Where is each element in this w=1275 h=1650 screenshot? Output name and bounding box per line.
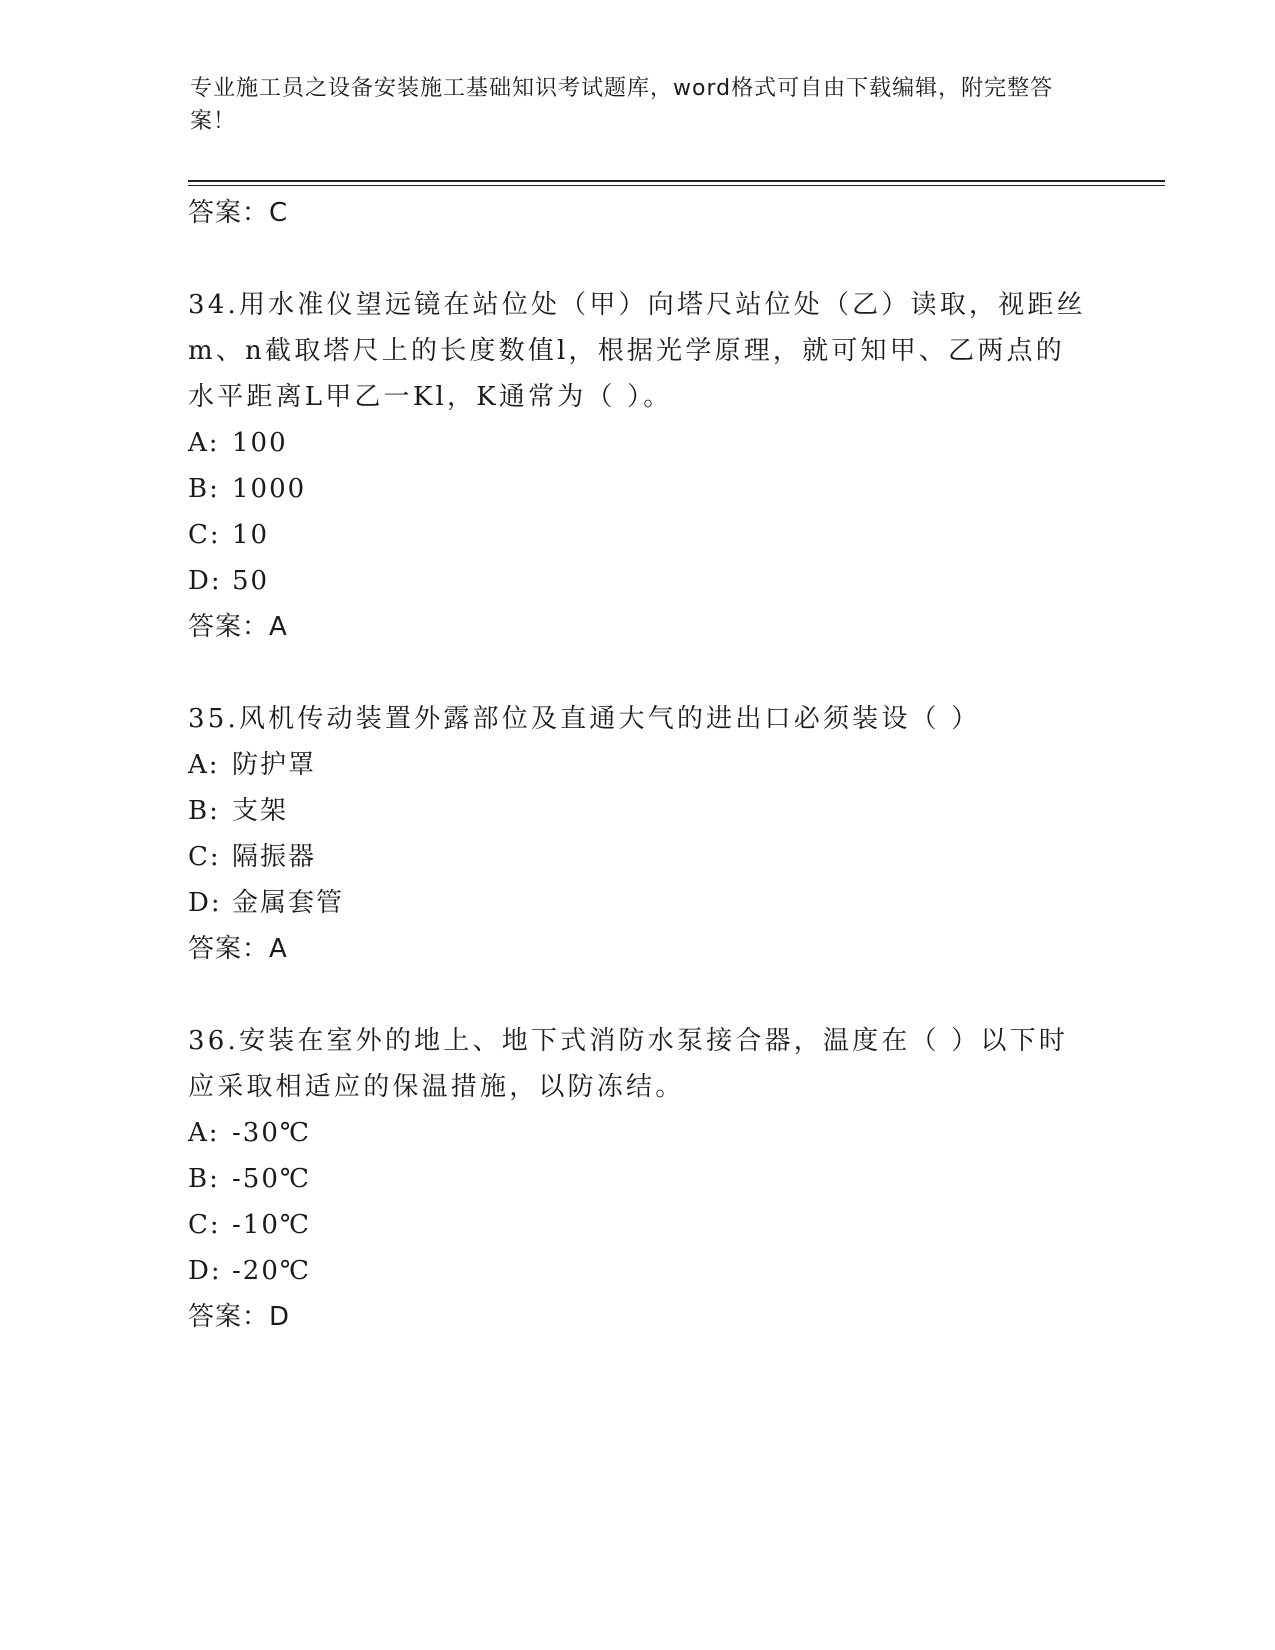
option-b	[188, 788, 1088, 834]
option-text: -30℃	[232, 1118, 311, 1148]
option-c	[188, 1202, 1088, 1248]
option-letter: D:	[188, 566, 222, 596]
option-text: 50	[232, 566, 270, 596]
option-a	[188, 420, 1088, 466]
question-36	[188, 1018, 1088, 1340]
option-d	[188, 558, 1088, 604]
option-c	[188, 834, 1088, 880]
question-stem: 36.安装在室外的地上、地下式消防水泵接合器，温度在（ ）以下时应采取相适应的保温措施，以防冻结。	[188, 1026, 1069, 1102]
option-letter: B:	[188, 796, 220, 826]
header-rule-thick	[188, 180, 1165, 182]
option-text: -20℃	[232, 1256, 311, 1286]
option-text: 防护罩	[232, 750, 317, 780]
option-letter: C:	[188, 1210, 221, 1240]
option-b	[188, 1156, 1088, 1202]
option-a	[188, 1110, 1088, 1156]
question-stem: 34.用水准仪望远镜在站位处（甲）向塔尺站位处（乙）读取，视距丝m、n截取塔尺上的长度数值l，根据光学原理，就可知甲、乙两点的水平距离L甲乙一Kl，K通常为（ ）。	[188, 290, 1086, 412]
option-a	[188, 742, 1088, 788]
question-35	[188, 696, 1088, 972]
option-text: 1000	[232, 474, 307, 504]
option-text: 金属套管	[232, 888, 345, 918]
question-answer: 答案：D	[188, 1302, 291, 1332]
question-34	[188, 282, 1088, 650]
option-text: -50℃	[232, 1164, 311, 1194]
option-text: 10	[232, 520, 270, 550]
spacer	[188, 650, 1088, 696]
option-letter: C:	[188, 842, 221, 872]
option-text: -10℃	[232, 1210, 311, 1240]
previous-answer: 答案：C	[188, 198, 289, 228]
document-body	[188, 190, 1088, 1340]
spacer	[188, 972, 1088, 1018]
option-letter: C:	[188, 520, 221, 550]
option-text: 隔振器	[232, 842, 317, 872]
option-d	[188, 1248, 1088, 1294]
option-text: 支架	[232, 796, 289, 826]
question-stem: 35.风机传动装置外露部位及直通大气的进出口必须装设（ ）	[188, 704, 981, 734]
option-b	[188, 466, 1088, 512]
option-letter: D:	[188, 888, 222, 918]
option-letter: D:	[188, 1256, 222, 1286]
document-header: 专业施工员之设备安装施工基础知识考试题库，word格式可自由下载编辑，附完整答案！	[190, 76, 1054, 134]
option-letter: A:	[188, 750, 220, 780]
option-c	[188, 512, 1088, 558]
option-d	[188, 880, 1088, 926]
question-answer: 答案：A	[188, 612, 288, 642]
option-letter: A:	[188, 1118, 220, 1148]
header-rule-thin	[188, 185, 1165, 186]
question-answer: 答案：A	[188, 934, 288, 964]
option-letter: B:	[188, 474, 220, 504]
option-letter: A:	[188, 428, 220, 458]
spacer	[188, 236, 1088, 282]
option-text: 100	[232, 428, 288, 458]
option-letter: B:	[188, 1164, 220, 1194]
